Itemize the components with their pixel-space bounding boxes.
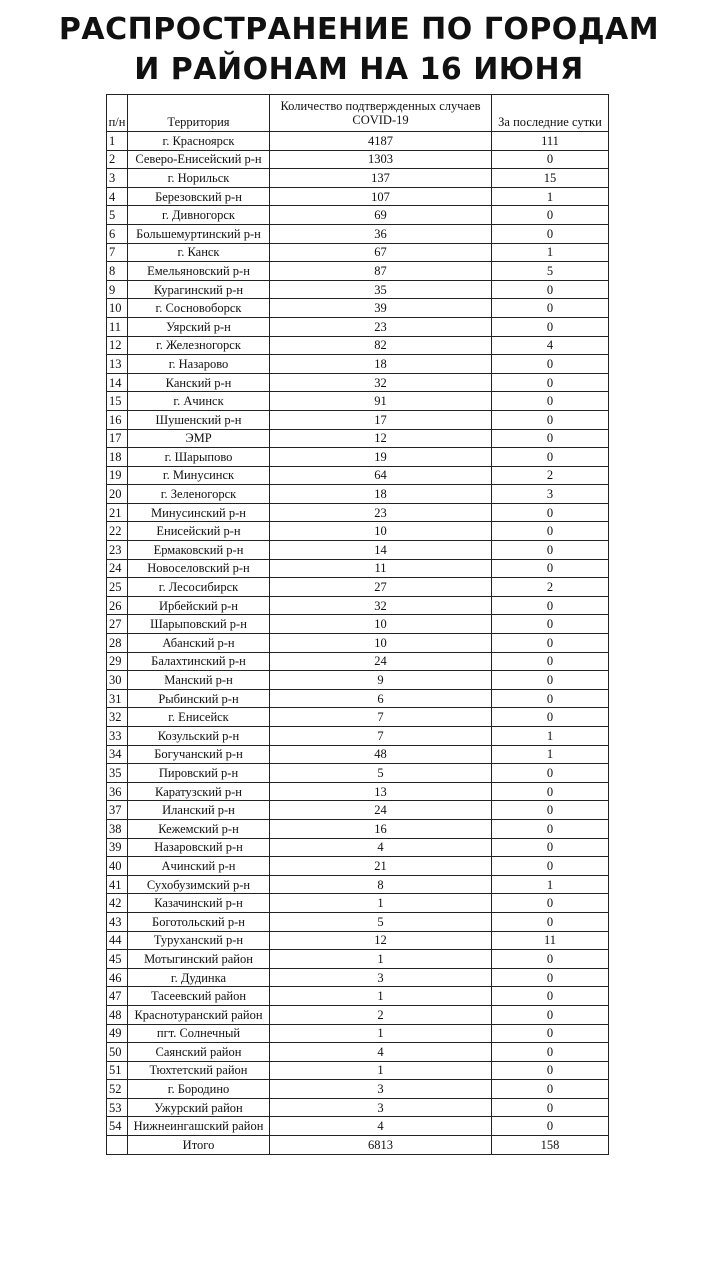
row-last-day: 0 — [492, 150, 609, 169]
row-last-day: 0 — [492, 299, 609, 318]
row-last-day: 4 — [492, 336, 609, 355]
table-row — [107, 1080, 609, 1099]
row-count: 1 — [270, 1024, 492, 1043]
table-row — [107, 485, 609, 504]
row-count: 10 — [270, 522, 492, 541]
row-last-day: 0 — [492, 671, 609, 690]
row-territory: г. Дудинка — [128, 968, 270, 987]
row-last-day: 0 — [492, 541, 609, 560]
header-territory: Территория — [128, 95, 270, 132]
table-row — [107, 132, 609, 151]
table-footer — [107, 1136, 609, 1155]
row-number: 22 — [107, 522, 128, 541]
row-count: 87 — [270, 262, 492, 281]
row-number: 11 — [107, 317, 128, 336]
row-count: 24 — [270, 801, 492, 820]
table-row — [107, 336, 609, 355]
row-territory: Тасеевский район — [128, 987, 270, 1006]
row-last-day: 15 — [492, 169, 609, 188]
table-row — [107, 299, 609, 318]
table-row — [107, 894, 609, 913]
row-territory: ЭМР — [128, 429, 270, 448]
row-number: 32 — [107, 708, 128, 727]
row-count: 21 — [270, 857, 492, 876]
row-territory: Шушенский р-н — [128, 410, 270, 429]
row-number: 25 — [107, 578, 128, 597]
table-row — [107, 968, 609, 987]
row-last-day: 3 — [492, 485, 609, 504]
row-number: 42 — [107, 894, 128, 913]
row-number: 1 — [107, 132, 128, 151]
row-territory: Курагинский р-н — [128, 280, 270, 299]
table-row — [107, 1098, 609, 1117]
row-last-day: 1 — [492, 243, 609, 262]
row-count: 48 — [270, 745, 492, 764]
table-row — [107, 838, 609, 857]
row-territory: Каратузский р-н — [128, 782, 270, 801]
row-count: 1 — [270, 894, 492, 913]
row-number: 8 — [107, 262, 128, 281]
row-number: 31 — [107, 689, 128, 708]
row-count: 67 — [270, 243, 492, 262]
page-title-line-2: И РАЙОНАМ НА 16 ИЮНЯ — [134, 52, 584, 87]
table-row — [107, 634, 609, 653]
row-number: 52 — [107, 1080, 128, 1099]
table-row — [107, 262, 609, 281]
row-territory: г. Норильск — [128, 169, 270, 188]
row-count: 137 — [270, 169, 492, 188]
row-territory: Туруханский р-н — [128, 931, 270, 950]
row-number: 33 — [107, 727, 128, 746]
table-row — [107, 708, 609, 727]
row-last-day: 0 — [492, 1005, 609, 1024]
row-count: 27 — [270, 578, 492, 597]
row-last-day: 0 — [492, 206, 609, 225]
row-count: 32 — [270, 596, 492, 615]
row-number: 45 — [107, 950, 128, 969]
table-row — [107, 150, 609, 169]
row-territory: Пировский р-н — [128, 764, 270, 783]
table-row — [107, 392, 609, 411]
row-last-day: 0 — [492, 764, 609, 783]
table-row — [107, 503, 609, 522]
row-last-day: 0 — [492, 1117, 609, 1136]
row-territory: Канский р-н — [128, 373, 270, 392]
row-count: 4187 — [270, 132, 492, 151]
row-number: 9 — [107, 280, 128, 299]
row-count: 64 — [270, 466, 492, 485]
row-number: 13 — [107, 355, 128, 374]
table-header — [107, 95, 609, 132]
row-territory: Новоселовский р-н — [128, 559, 270, 578]
row-territory: Минусинский р-н — [128, 503, 270, 522]
row-number: 54 — [107, 1117, 128, 1136]
row-count: 11 — [270, 559, 492, 578]
row-territory: Березовский р-н — [128, 187, 270, 206]
row-territory: Мотыгинский район — [128, 950, 270, 969]
row-number: 15 — [107, 392, 128, 411]
row-territory: г. Красноярск — [128, 132, 270, 151]
row-number: 18 — [107, 448, 128, 467]
row-count: 10 — [270, 634, 492, 653]
row-last-day: 0 — [492, 410, 609, 429]
total-last-day: 158 — [492, 1136, 609, 1155]
row-last-day: 0 — [492, 503, 609, 522]
row-last-day: 0 — [492, 1043, 609, 1062]
row-territory: Енисейский р-н — [128, 522, 270, 541]
row-number: 51 — [107, 1061, 128, 1080]
row-number: 35 — [107, 764, 128, 783]
table-row — [107, 559, 609, 578]
row-territory: Иланский р-н — [128, 801, 270, 820]
table-row — [107, 857, 609, 876]
row-territory: Богучанский р-н — [128, 745, 270, 764]
row-territory: г. Шарыпово — [128, 448, 270, 467]
row-territory: г. Лесосибирск — [128, 578, 270, 597]
row-count: 23 — [270, 503, 492, 522]
row-last-day: 0 — [492, 689, 609, 708]
row-count: 82 — [270, 336, 492, 355]
table-row — [107, 801, 609, 820]
header-row — [107, 95, 609, 132]
row-number: 4 — [107, 187, 128, 206]
table-row — [107, 448, 609, 467]
row-number: 21 — [107, 503, 128, 522]
table-row — [107, 596, 609, 615]
table-row — [107, 1043, 609, 1062]
table-row — [107, 373, 609, 392]
row-last-day: 0 — [492, 912, 609, 931]
row-last-day: 0 — [492, 448, 609, 467]
row-territory: Емельяновский р-н — [128, 262, 270, 281]
row-last-day: 0 — [492, 317, 609, 336]
row-count: 35 — [270, 280, 492, 299]
row-territory: Северо-Енисейский р-н — [128, 150, 270, 169]
row-number: 24 — [107, 559, 128, 578]
covid-cases-table — [106, 94, 609, 1155]
row-count: 69 — [270, 206, 492, 225]
table-row — [107, 1117, 609, 1136]
row-territory: Назаровский р-н — [128, 838, 270, 857]
row-number: 44 — [107, 931, 128, 950]
row-territory: Тюхтетский район — [128, 1061, 270, 1080]
row-count: 1 — [270, 987, 492, 1006]
row-number: 48 — [107, 1005, 128, 1024]
table-row — [107, 689, 609, 708]
header-last-day: За последние сутки — [492, 95, 609, 132]
total-count: 6813 — [270, 1136, 492, 1155]
table-row — [107, 429, 609, 448]
row-territory: Большемуртинский р-н — [128, 224, 270, 243]
row-number: 20 — [107, 485, 128, 504]
row-territory: Краснотуранский район — [128, 1005, 270, 1024]
table-row — [107, 950, 609, 969]
row-count: 18 — [270, 485, 492, 504]
table-row — [107, 782, 609, 801]
row-count: 3 — [270, 968, 492, 987]
row-count: 24 — [270, 652, 492, 671]
row-last-day: 0 — [492, 1061, 609, 1080]
row-territory: Ермаковский р-н — [128, 541, 270, 560]
row-number: 27 — [107, 615, 128, 634]
row-number: 28 — [107, 634, 128, 653]
row-territory: Рыбинский р-н — [128, 689, 270, 708]
table-body — [107, 132, 609, 1136]
row-territory: Ирбейский р-н — [128, 596, 270, 615]
table-row — [107, 243, 609, 262]
row-last-day: 0 — [492, 522, 609, 541]
row-count: 23 — [270, 317, 492, 336]
row-number: 5 — [107, 206, 128, 225]
row-last-day: 0 — [492, 782, 609, 801]
page-title-line-1: РАСПРОСТРАНЕНИЕ ПО ГОРОДАМ — [58, 12, 660, 47]
total-label: Итого — [128, 1136, 270, 1155]
row-number: 14 — [107, 373, 128, 392]
table-row — [107, 206, 609, 225]
row-territory: Саянский район — [128, 1043, 270, 1062]
row-last-day: 0 — [492, 392, 609, 411]
row-count: 13 — [270, 782, 492, 801]
row-count: 10 — [270, 615, 492, 634]
table-row — [107, 615, 609, 634]
row-count: 18 — [270, 355, 492, 374]
row-count: 17 — [270, 410, 492, 429]
row-last-day: 0 — [492, 652, 609, 671]
row-count: 4 — [270, 838, 492, 857]
row-territory: г. Сосновоборск — [128, 299, 270, 318]
table-row — [107, 819, 609, 838]
row-number: 47 — [107, 987, 128, 1006]
row-number: 12 — [107, 336, 128, 355]
row-last-day: 0 — [492, 819, 609, 838]
row-last-day: 111 — [492, 132, 609, 151]
total-num-cell — [107, 1136, 128, 1155]
row-last-day: 0 — [492, 838, 609, 857]
row-count: 19 — [270, 448, 492, 467]
row-count: 8 — [270, 875, 492, 894]
row-count: 1303 — [270, 150, 492, 169]
row-number: 53 — [107, 1098, 128, 1117]
row-number: 34 — [107, 745, 128, 764]
row-count: 5 — [270, 764, 492, 783]
table-row — [107, 931, 609, 950]
row-count: 1 — [270, 950, 492, 969]
row-count: 5 — [270, 912, 492, 931]
table-row — [107, 1061, 609, 1080]
row-count: 107 — [270, 187, 492, 206]
page-title — [0, 10, 718, 90]
table-row — [107, 987, 609, 1006]
row-last-day: 0 — [492, 968, 609, 987]
row-last-day: 0 — [492, 894, 609, 913]
row-number: 3 — [107, 169, 128, 188]
row-last-day: 5 — [492, 262, 609, 281]
table-row — [107, 169, 609, 188]
row-territory: г. Бородино — [128, 1080, 270, 1099]
row-last-day: 1 — [492, 727, 609, 746]
row-last-day: 0 — [492, 596, 609, 615]
row-last-day: 0 — [492, 634, 609, 653]
row-last-day: 1 — [492, 187, 609, 206]
row-last-day: 1 — [492, 745, 609, 764]
table-row — [107, 466, 609, 485]
row-number: 50 — [107, 1043, 128, 1062]
table-row — [107, 541, 609, 560]
row-number: 26 — [107, 596, 128, 615]
row-count: 91 — [270, 392, 492, 411]
table-row — [107, 187, 609, 206]
table-row — [107, 652, 609, 671]
row-number: 29 — [107, 652, 128, 671]
table-row — [107, 875, 609, 894]
table-row — [107, 764, 609, 783]
row-territory: г. Ачинск — [128, 392, 270, 411]
row-count: 4 — [270, 1043, 492, 1062]
table-row — [107, 1024, 609, 1043]
row-last-day: 2 — [492, 578, 609, 597]
row-last-day: 0 — [492, 708, 609, 727]
row-number: 41 — [107, 875, 128, 894]
row-territory: г. Железногорск — [128, 336, 270, 355]
row-number: 30 — [107, 671, 128, 690]
row-territory: Ачинский р-н — [128, 857, 270, 876]
table-row — [107, 355, 609, 374]
row-count: 9 — [270, 671, 492, 690]
row-last-day: 0 — [492, 857, 609, 876]
row-count: 4 — [270, 1117, 492, 1136]
row-territory: г. Дивногорск — [128, 206, 270, 225]
row-last-day: 0 — [492, 987, 609, 1006]
row-count: 14 — [270, 541, 492, 560]
table-row — [107, 317, 609, 336]
total-row — [107, 1136, 609, 1155]
row-last-day: 0 — [492, 224, 609, 243]
row-number: 16 — [107, 410, 128, 429]
row-number: 6 — [107, 224, 128, 243]
row-last-day: 11 — [492, 931, 609, 950]
row-territory: г. Зеленогорск — [128, 485, 270, 504]
row-territory: г. Минусинск — [128, 466, 270, 485]
row-count: 39 — [270, 299, 492, 318]
row-count: 1 — [270, 1061, 492, 1080]
table-row — [107, 410, 609, 429]
row-territory: Кежемский р-н — [128, 819, 270, 838]
row-count: 36 — [270, 224, 492, 243]
row-number: 17 — [107, 429, 128, 448]
row-last-day: 0 — [492, 559, 609, 578]
row-territory: Балахтинский р-н — [128, 652, 270, 671]
row-territory: Абанский р-н — [128, 634, 270, 653]
row-last-day: 0 — [492, 1080, 609, 1099]
row-territory: пгт. Солнечный — [128, 1024, 270, 1043]
table-row — [107, 671, 609, 690]
row-territory: Шарыповский р-н — [128, 615, 270, 634]
header-num: п/н — [107, 95, 128, 132]
row-last-day: 0 — [492, 615, 609, 634]
row-last-day: 0 — [492, 280, 609, 299]
table-row — [107, 578, 609, 597]
row-last-day: 1 — [492, 875, 609, 894]
row-last-day: 0 — [492, 373, 609, 392]
row-territory: Сухобузимский р-н — [128, 875, 270, 894]
row-number: 39 — [107, 838, 128, 857]
row-count: 7 — [270, 708, 492, 727]
row-last-day: 2 — [492, 466, 609, 485]
row-number: 43 — [107, 912, 128, 931]
row-territory: Нижнеингашский район — [128, 1117, 270, 1136]
row-number: 19 — [107, 466, 128, 485]
row-number: 23 — [107, 541, 128, 560]
row-last-day: 0 — [492, 429, 609, 448]
table-row — [107, 912, 609, 931]
table-row — [107, 1005, 609, 1024]
row-last-day: 0 — [492, 1098, 609, 1117]
row-count: 32 — [270, 373, 492, 392]
row-number: 10 — [107, 299, 128, 318]
row-number: 49 — [107, 1024, 128, 1043]
table-row — [107, 224, 609, 243]
row-count: 2 — [270, 1005, 492, 1024]
table-row — [107, 280, 609, 299]
row-count: 6 — [270, 689, 492, 708]
row-territory: Ужурский район — [128, 1098, 270, 1117]
row-last-day: 0 — [492, 1024, 609, 1043]
row-territory: Уярский р-н — [128, 317, 270, 336]
row-territory: г. Енисейск — [128, 708, 270, 727]
table-row — [107, 522, 609, 541]
row-count: 12 — [270, 931, 492, 950]
row-territory: Казачинский р-н — [128, 894, 270, 913]
row-number: 2 — [107, 150, 128, 169]
row-count: 7 — [270, 727, 492, 746]
row-count: 3 — [270, 1098, 492, 1117]
row-count: 3 — [270, 1080, 492, 1099]
table-row — [107, 727, 609, 746]
row-territory: Манский р-н — [128, 671, 270, 690]
row-number: 36 — [107, 782, 128, 801]
row-territory: г. Канск — [128, 243, 270, 262]
row-number: 38 — [107, 819, 128, 838]
row-count: 12 — [270, 429, 492, 448]
row-territory: г. Назарово — [128, 355, 270, 374]
header-count: Количество подтвержденных случаев COVID-19 — [270, 95, 492, 132]
row-last-day: 0 — [492, 355, 609, 374]
row-number: 7 — [107, 243, 128, 262]
table-row — [107, 745, 609, 764]
row-territory: Боготольский р-н — [128, 912, 270, 931]
row-number: 46 — [107, 968, 128, 987]
row-territory: Козульский р-н — [128, 727, 270, 746]
row-number: 40 — [107, 857, 128, 876]
row-count: 16 — [270, 819, 492, 838]
row-last-day: 0 — [492, 950, 609, 969]
row-last-day: 0 — [492, 801, 609, 820]
row-number: 37 — [107, 801, 128, 820]
